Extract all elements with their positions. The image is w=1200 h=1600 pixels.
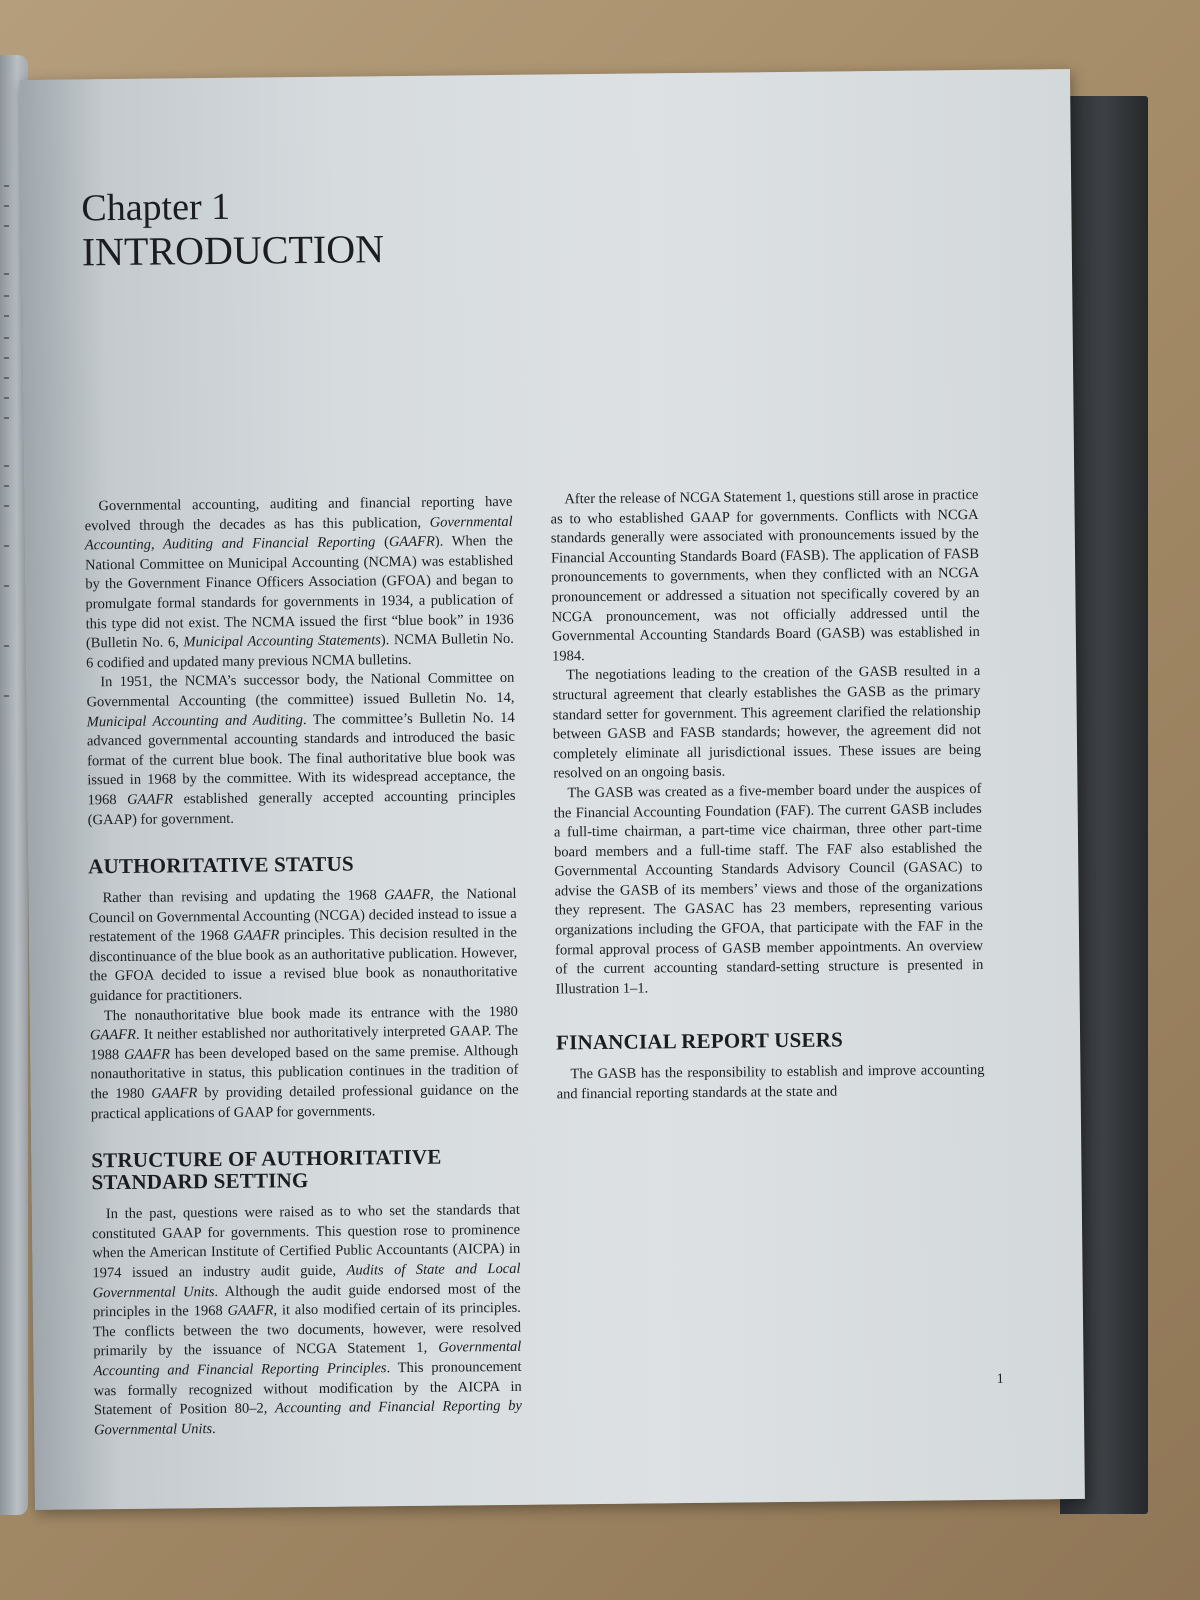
chapter-label: Chapter 1 bbox=[81, 185, 231, 230]
financial-report-users-paragraph-1: The GASB has the responsibility to establish and improve accounting and financial reporting standards at the state and bbox=[556, 1062, 985, 1103]
text-fragment-mark bbox=[4, 695, 9, 697]
text-fragment-mark bbox=[4, 397, 9, 399]
text-fragment-mark bbox=[4, 357, 9, 359]
text-fragment-mark bbox=[4, 205, 9, 207]
left-column bbox=[84, 493, 522, 1441]
structure-paragraph-1: In the past, questions were raised as to who set the standards that constituted GAAP for governments. This question rose to prominence when the American Institute of Certified Public Accountants (AICPA) in 1974 issued an industry audit guide, Audits of State and Local Governmental Units. Although the audit guide endorsed most of the principles in the 1968 GAAFR, it also modified certain of its principles. The conflicts between the two documents, however, were resolved primarily by the issuance of NCGA Statement 1, Governmental Accounting and Financial Reporting Principles. This pronouncement was formally recognized without modification by the AICPA in Statement of Position 80–2, Accounting and Financial Reporting by Governmental Units. bbox=[92, 1202, 523, 1439]
text-fragment-mark bbox=[4, 225, 9, 227]
text-fragment-mark bbox=[4, 545, 9, 547]
text-fragment-mark bbox=[4, 273, 9, 275]
book-page bbox=[20, 69, 1085, 1510]
text-fragment-mark bbox=[4, 585, 9, 587]
intro-paragraph-1: Governmental accounting, auditing and financial reporting have evolved through the decades as has this publication, Governmental Accounting, Auditing and Financial Reporting (GAAFR). When the National Committee on Municipal Accounting (NCMA) was established by the Government Finance Officers Association (GFOA) and began to promulgate formal standards for governments in 1934, a publication of this type did not exist. The NCMA issued the first “blue book” in 1936 (Bulletin No. 6, Municipal Accounting Statements). NCMA Bulletin No. 6 codified and updated many previous NCMA bulletins. bbox=[84, 493, 514, 672]
text-fragment-mark bbox=[4, 417, 9, 419]
text-fragment-mark bbox=[4, 465, 9, 467]
intro-paragraph-2: In 1951, the NCMA’s successor body, the National Committee on Governmental Accounting (the committee) issued Bulletin No. 14, Municipal Accounting and Auditing. The committee’s Bulletin No. 14 advanced governmental accounting standards and introduced the basic format of the current blue book. The final authoritative blue book was issued in 1968 by the committee. With its widespread acceptance, the 1968 GAAFR established generally accepted accounting principles (GAAP) for government. bbox=[86, 670, 516, 828]
text-fragment-mark bbox=[4, 315, 9, 317]
structure-paragraph-3: The negotiations leading to the creation of the GASB resulted in a structural agreement that clearly establishes the GASB as the primary standard setter for government. This agreement clarified the relationship between GASB and FASB standards; however, the agreement did not completely eliminate all jurisdictional issues. These issues are being resolved on an ongoing basis. bbox=[552, 663, 982, 782]
authoritative-status-paragraph-1: Rather than revising and updating the 1968 GAAFR, the National Council on Governmental Accounting (NCGA) decided instead to issue a restatement of the 1968 GAAFR principles. This decision resulted in the discontinuance of the blue book as an authoritative publication. However, the GFOA decided to issue a revised blue book as nonauthoritative guidance for practitioners. bbox=[88, 885, 518, 1005]
chapter-heading bbox=[81, 184, 384, 275]
text-fragment-mark bbox=[4, 505, 9, 507]
section-heading-authoritative-status: AUTHORITATIVE STATUS bbox=[88, 851, 354, 879]
right-column bbox=[550, 486, 984, 1105]
text-fragment-mark bbox=[4, 645, 9, 647]
page-number: 1 bbox=[996, 1371, 1004, 1387]
authoritative-status-paragraph-2: The nonauthoritative blue book made its entrance with the 1980 GAAFR. It neither established nor authoritatively interpreted GAAP. The 1988 GAAFR has been developed based on the same premise. Although nonauthoritative in status, this publication continues in the tradition of the 1980 GAAFR by providing detailed professional guidance on the practical applications of GAAP for governments. bbox=[89, 1003, 519, 1122]
structure-paragraph-4: The GASB was created as a five-member board under the auspices of the Financial Accounting Foundation (FAF). The current GASB includes a full-time chairman, a part-time vice chairman, three other part-time board members and a full-time staff. The FAF also established the Governmental Accounting Standards Advisory Council (GASAC) to advise the GASB of its members’ views and those of the organizations they represent. The GASAC has 23 members, representing various organizations including the GFOA, that participate with the FAF in the formal approval process of GASB member appointments. An overview of the current accounting standard-setting structure is presented in Illustration 1–1. bbox=[553, 780, 984, 998]
text-fragment-mark bbox=[4, 295, 9, 297]
text-fragment-mark bbox=[4, 377, 9, 379]
text-fragment-mark bbox=[4, 337, 9, 339]
structure-paragraph-2: After the release of NCGA Statement 1, questions still arose in practice as to who established GAAP for governments. Conflicts with NCGA standards generally were associated with pronouncements issued by the Financial Accounting Standards Board (FASB). The application of FASB pronouncements to governments, when they conflicted with an NCGA pronouncement or addressed a situation not specifically covered by an NCGA pronouncement, was not officially addressed until the Governmental Accounting Standards Board (GASB) was established in 1984. bbox=[550, 486, 980, 665]
chapter-title: INTRODUCTION bbox=[81, 226, 385, 275]
section-heading-financial-report-users: FINANCIAL REPORT USERS bbox=[555, 1027, 844, 1055]
text-fragment-mark bbox=[4, 185, 9, 187]
section-heading-structure: STRUCTURE OF AUTHORITATIVE STANDARD SETTING bbox=[91, 1144, 442, 1195]
text-fragment-mark bbox=[4, 485, 9, 487]
